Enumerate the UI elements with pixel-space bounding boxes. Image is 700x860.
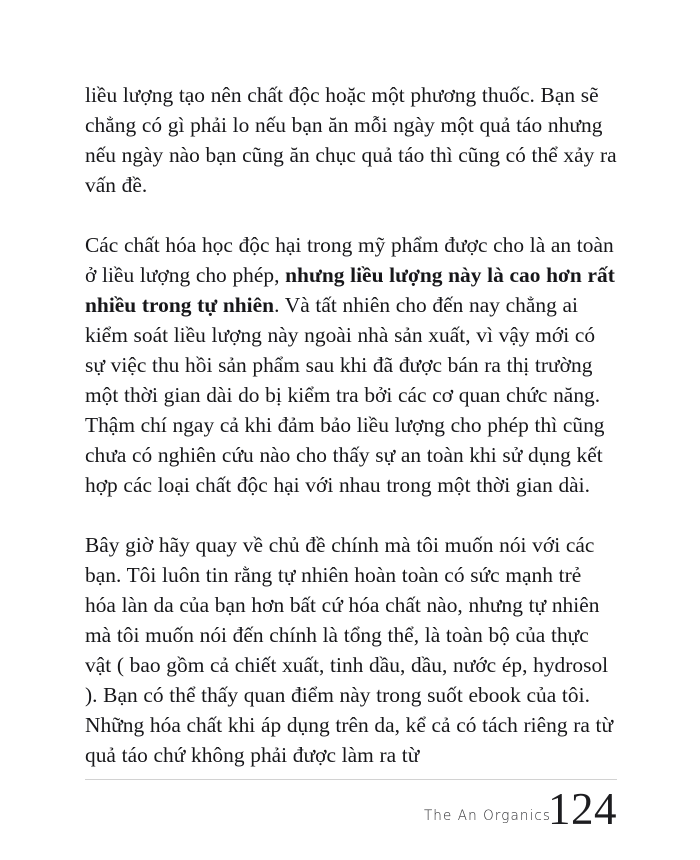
paragraph-3-text: Bây giờ hãy quay về chủ đề chính mà tôi muốn nói với các bạn. Tôi luôn tin rằng tự nhiên hoàn toàn có sức mạnh trẻ hóa làn da của bạn hơn bất cứ hóa chất nào, nhưng tự nhiên mà tôi muốn nói đến chính là tổng thể, là toàn bộ của thực vật ( bao gồm cả chiết xuất, tinh dầu, dầu, nước ép, hydrosol ). Bạn có thể thấy quan điểm này trong suốt ebook của tôi. Những hóa chất khi áp dụng trên da, kể cả có tách riêng ra từ quả táo chứ không phải được làm ra từ — [85, 533, 614, 767]
paragraph-3 — [85, 530, 617, 770]
paragraph-2-text-lead: Các chất hóa học độc hại trong mỹ phẩm được cho là an toàn ở liều lượng cho phép, — [85, 233, 614, 287]
paragraph-1-text: liều lượng tạo nên chất độc hoặc một phương thuốc. Bạn sẽ chẳng có gì phải lo nếu bạn ăn mỗi ngày một quả táo nhưng nếu ngày nào bạn cũng ăn chục quả táo thì cũng có thể xảy ra vấn đề. — [85, 83, 617, 197]
paragraph-2 — [85, 230, 617, 500]
brand-name: The An Organics — [423, 807, 551, 825]
page-body-text — [85, 80, 617, 770]
paragraph-1 — [85, 80, 617, 200]
paragraph-2-text-tail: . Và tất nhiên cho đến nay chẳng ai kiểm soát liều lượng này ngoài nhà sản xuất, vì vậy mới có sự việc thu hồi sản phẩm sau khi đã được bán ra thị trường một thời gian dài do bị kiểm tra bởi các cơ quan chức năng. Thậm chí ngay cả khi đảm bảo liều lượng cho phép thì cũng chưa có nghiên cứu nào cho thấy sự an toàn khi sử dụng kết hợp các loại chất độc hại với nhau trong một thời gian dài. — [85, 293, 605, 497]
page-footer — [85, 779, 617, 840]
page-number: 124 — [548, 784, 617, 834]
footer-row — [85, 780, 617, 840]
emphasis-bold-phrase: nhưng liều lượng này là cao hơn rất nhiều trong tự nhiên — [85, 263, 615, 317]
